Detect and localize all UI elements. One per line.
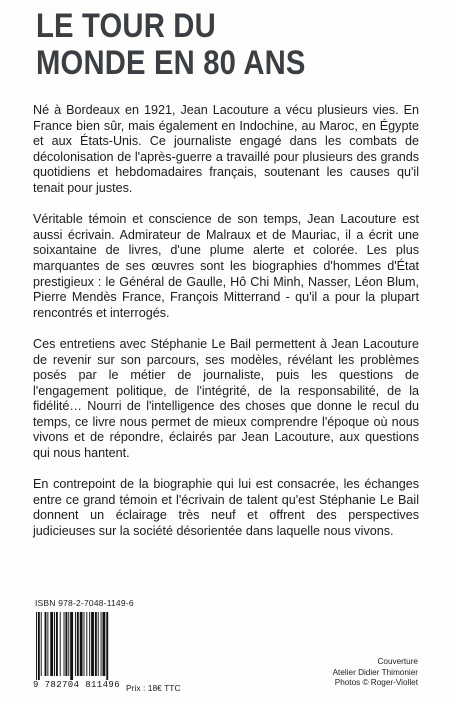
barcode-bar xyxy=(54,612,55,676)
barcode-bar xyxy=(89,612,90,676)
isbn-label: ISBN 978-2-7048-1149-6 xyxy=(35,598,134,608)
barcode-bar xyxy=(65,612,67,676)
blurb-text xyxy=(33,103,419,555)
credits-line-1: Couverture xyxy=(377,657,418,666)
price-label: Prix : 18€ TTC xyxy=(126,683,181,693)
barcode-bar xyxy=(106,612,108,680)
book-title-line-2: MONDE EN 80 ANS xyxy=(36,44,306,82)
barcode-bar xyxy=(47,612,48,676)
barcode-digits: 9 782704 811496 xyxy=(33,680,121,690)
barcode-bar xyxy=(91,612,94,676)
barcode-bar xyxy=(56,612,58,676)
blurb-paragraph-4: En contrepoint de la biographie qui lui est consacrée, les échanges entre ce grand témoin et l'écrivain de talent qu'est Stéphanie Le Bail donnent un éclairage très neuf et offrent des perspectives judicieuses sur la société désorientée dans laquelle nous vivons. xyxy=(33,477,419,539)
barcode-bar xyxy=(98,612,99,676)
blurb-paragraph-3: Ces entretiens avec Stéphanie Le Bail permettent à Jean Lacouture de revenir sur son parcours, ses modèles, révélant les problèmes posés par le métier de journaliste, puis les questions de l'engagement politique, de l'intégrité, de la responsabilité, de la fidélité… Nourri de l'intelligence des choses que donne le recul du temps, ce livre nous permet de mieux comprendre l'époque où nous vivons et de répondre, éclairés par Jean Lacouture, aux questions qui nous hantent. xyxy=(33,336,419,461)
barcode-bar xyxy=(86,612,87,676)
barcode-bar xyxy=(75,612,76,676)
cover-credits xyxy=(333,657,418,689)
barcode-bar xyxy=(50,612,53,676)
book-title xyxy=(36,8,380,82)
barcode-bar xyxy=(45,612,47,676)
barcode-bar xyxy=(70,612,73,680)
barcode-bar xyxy=(41,612,42,676)
barcode-bar xyxy=(95,612,97,676)
barcode-bar xyxy=(64,612,65,676)
barcode-bar xyxy=(103,612,106,676)
book-title-line-1: LE TOUR DU xyxy=(36,7,216,45)
barcode-bar xyxy=(80,612,83,676)
barcode-bar xyxy=(38,612,40,680)
barcode-bar xyxy=(101,612,102,676)
blurb-paragraph-2: Véritable témoin et conscience de son temps, Jean Lacouture est aussi écrivain. Admirateur de Malraux et de Mauriac, il a écrit une soixantaine de livres, d'une plume alerte et colorée. Les plus marquantes de ses œuvres sont les biographies d'hommes d'État prestigieux : le Général de Gaulle, Hô Chi Minh, Nasser, Léon Blum, Pierre Mendès France, François Mitterrand - qu'il a pour la plupart rencontrés et interrogés. xyxy=(33,212,419,320)
blurb-paragraph-1: Né à Bordeaux en 1921, Jean Lacouture a vécu plusieurs vies. En France bien sûr, mais également en Indochine, au Maroc, en Égypte et aux États-Unis. Ce journaliste engagé dans les combats de décolonisation de l'après-guerre a travaillé pour plusieurs des grands quotidiens et hebdomadaires français, soutenant les causes qu'il tenait pour justes. xyxy=(33,103,419,195)
credits-line-3: Photos © Roger-Viollet xyxy=(334,678,418,687)
barcode-bar xyxy=(84,612,85,676)
barcode-bar xyxy=(68,612,69,676)
credits-line-2: Atelier Didier Thimonier xyxy=(332,667,418,677)
barcode-bar xyxy=(60,612,61,676)
barcode-bar xyxy=(36,612,37,680)
barcode-graphic xyxy=(35,612,117,680)
barcode-bar xyxy=(77,612,79,676)
